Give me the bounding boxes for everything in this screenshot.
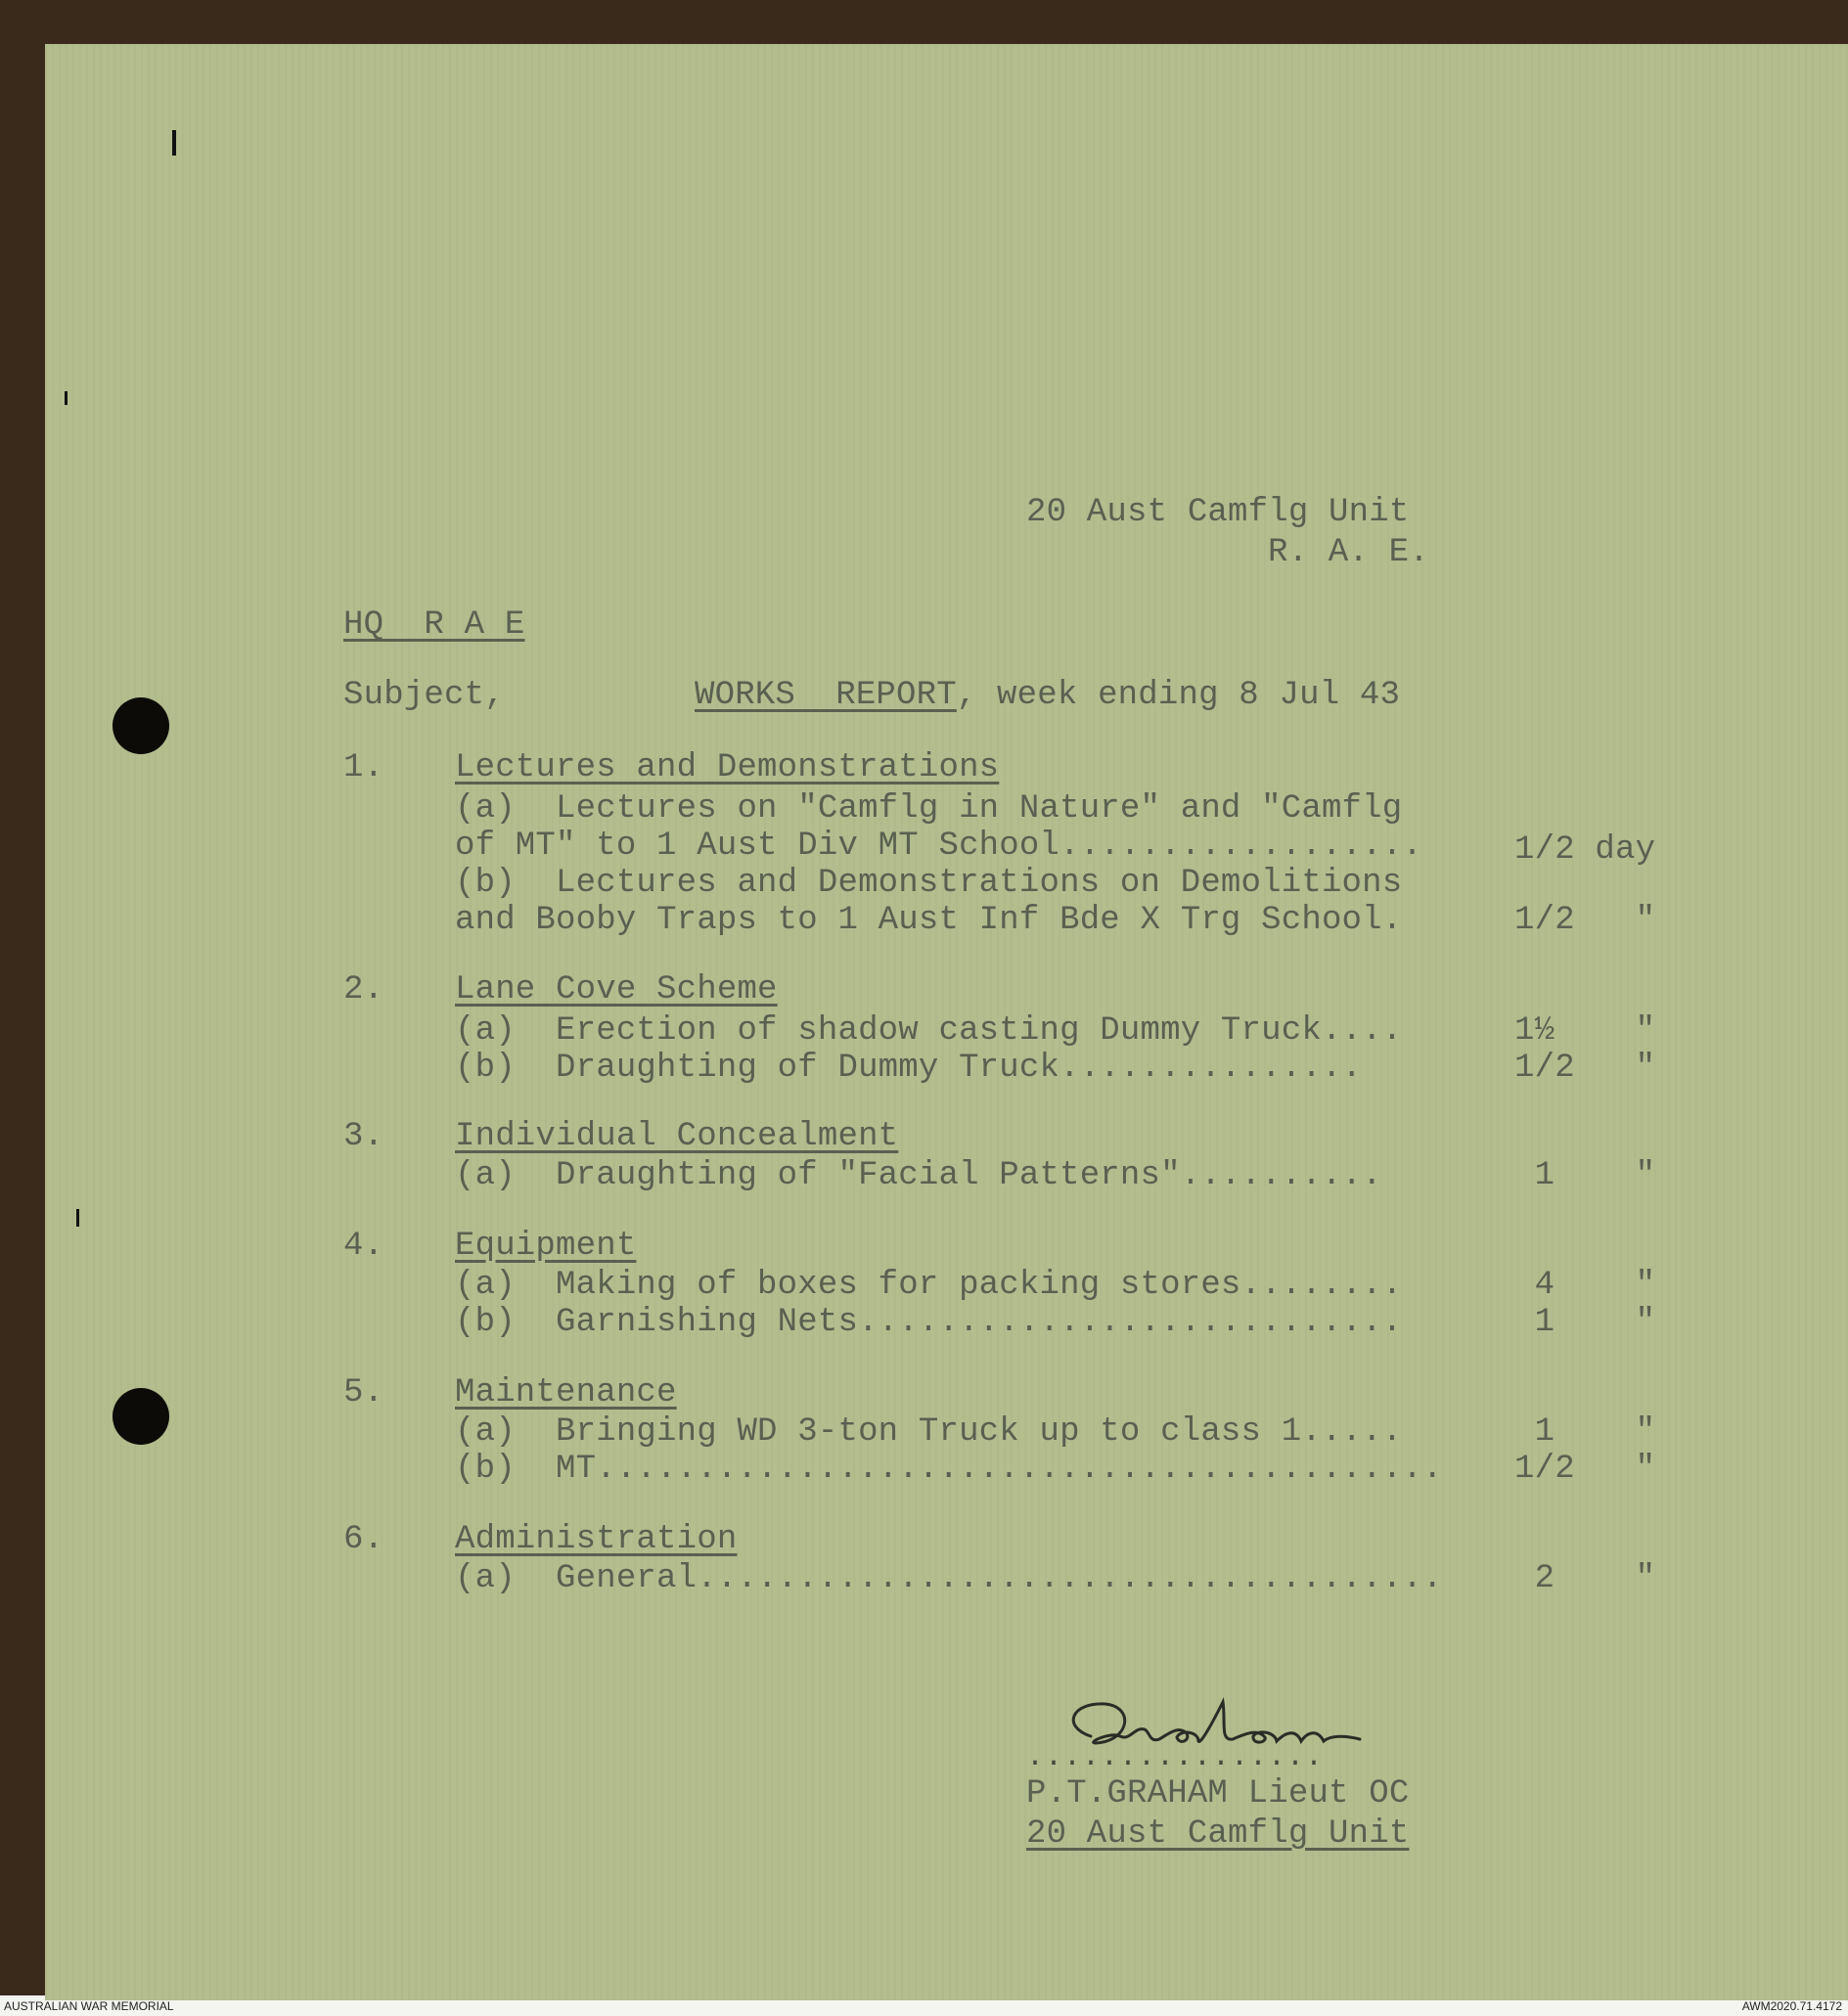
section-heading: Lane Cove Scheme: [455, 971, 778, 1008]
section-heading: Lectures and Demonstrations: [455, 749, 1000, 786]
subject-label: Subject,: [343, 677, 505, 714]
punch-hole-top: [113, 697, 169, 754]
item-days: 1 ": [1514, 1304, 1656, 1341]
section-number: 4.: [343, 1228, 384, 1265]
item-days: 1/2 ": [1514, 1451, 1656, 1488]
item-line: and Booby Traps to 1 Aust Inf Bde X Trg School.: [455, 902, 1403, 939]
footer-institution: AUSTRALIAN WAR MEMORIAL: [4, 1999, 174, 2013]
section-number: 6.: [343, 1521, 384, 1558]
signatory-name: P.T.GRAHAM Lieut OC: [1026, 1775, 1410, 1813]
unit-heading: 20 Aust Camflg Unit: [1026, 494, 1410, 531]
item-line: (b) Draughting of Dummy Truck...............: [455, 1050, 1363, 1087]
item-days: 4 ": [1514, 1267, 1656, 1304]
section-number: 2.: [343, 971, 384, 1008]
item-line: (b) MT..........................................: [455, 1451, 1443, 1488]
section-heading: Maintenance: [455, 1374, 677, 1411]
item-days: 2 ": [1514, 1560, 1656, 1597]
report-week: , week ending 8 Jul 43: [956, 677, 1401, 714]
item-line: (b) Lectures and Demonstrations on Demolitions: [455, 865, 1403, 902]
section-heading: Administration: [455, 1521, 738, 1558]
section-number: 5.: [343, 1374, 384, 1411]
section-heading: Equipment: [455, 1228, 637, 1265]
corps-heading: R. A. E.: [1268, 534, 1429, 571]
item-line: of MT" to 1 Aust Div MT School..................: [455, 828, 1422, 865]
section-heading: Individual Concealment: [455, 1118, 899, 1155]
item-line: (a) Lectures on "Camflg in Nature" and "Camflg: [455, 790, 1403, 828]
report-title: WORKS REPORT: [695, 677, 957, 714]
item-line: (b) Garnishing Nets...........................: [455, 1304, 1403, 1341]
footer-reference: AWM2020.71.4172: [1741, 1999, 1842, 2013]
addressee: HQ R A E: [343, 606, 525, 644]
item-line: (a) Making of boxes for packing stores........: [455, 1267, 1403, 1304]
signatory-unit: 20 Aust Camflg Unit: [1026, 1815, 1410, 1853]
margin-mark: [76, 1209, 79, 1227]
item-line: (a) Draughting of "Facial Patterns"..........: [455, 1157, 1382, 1194]
item-line: (a) Bringing WD 3-ton Truck up to class 1.....: [455, 1413, 1403, 1451]
section-number: 1.: [343, 749, 384, 786]
item-line: (a) Erection of shadow casting Dummy Truck....: [455, 1012, 1403, 1050]
item-days: 1/2 ": [1514, 902, 1656, 939]
item-line: (a) General.....................................: [455, 1560, 1443, 1597]
section-number: 3.: [343, 1118, 384, 1155]
subject-text: [695, 677, 1400, 714]
punch-hole-bottom: [113, 1388, 169, 1445]
margin-mark: [172, 130, 176, 156]
item-days: 1½ ": [1514, 1012, 1656, 1050]
item-days: 1/2 day: [1514, 831, 1656, 869]
signature-dots: ................: [1026, 1741, 1325, 1774]
item-days: 1 ": [1514, 1157, 1656, 1194]
margin-mark: [65, 391, 68, 405]
item-days: 1/2 ": [1514, 1050, 1656, 1087]
item-days: 1 ": [1514, 1413, 1656, 1451]
